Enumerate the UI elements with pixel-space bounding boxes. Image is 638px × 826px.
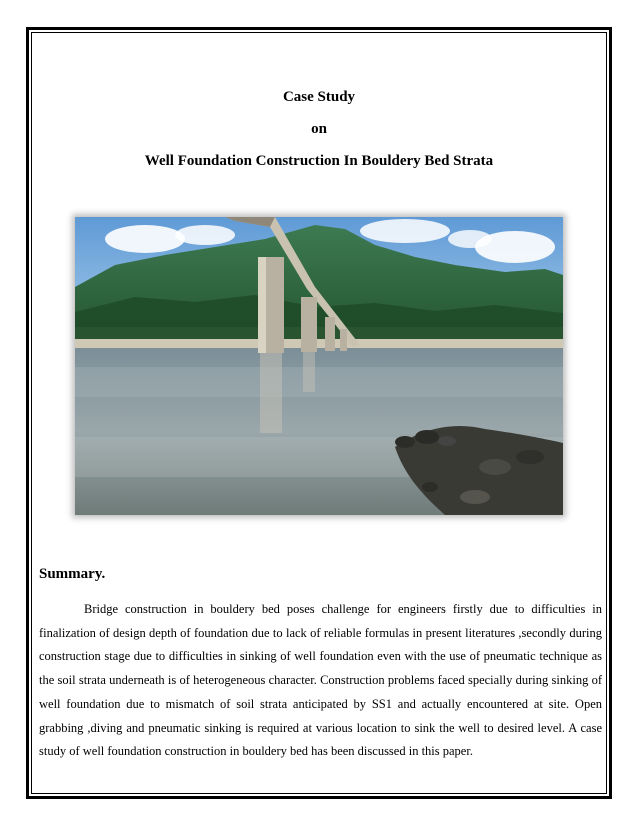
title-main: Well Foundation Construction In Bouldery Bed Strata [144,153,494,169]
title-on: on [311,121,327,137]
summary-text: Bridge construction in bouldery bed poses challenge for engineers firstly due to difficulties in finalization of design depth of foundation due to lack of reliable formulas in present literatures ,secondly during construction stage due to difficulties in sinking of well foundation even with the use of pneumatic technique as the soil strata underneath is of heterogeneous character. Construction problems faced specially during sinking of well foundation due to mismatch of soil strata anticipated by SS1 and actually encountered at site. Open grabbing ,diving and pneumatic sinking is required at various location to sink the well to desired level. A case study of well foundation construction in bouldery bed has been discussed in this paper. [39,602,602,759]
bridge-photo [75,217,563,515]
summary-paragraph [39,598,602,764]
title-case-study: Case Study [282,89,356,105]
summary-heading: Summary. [39,566,106,582]
